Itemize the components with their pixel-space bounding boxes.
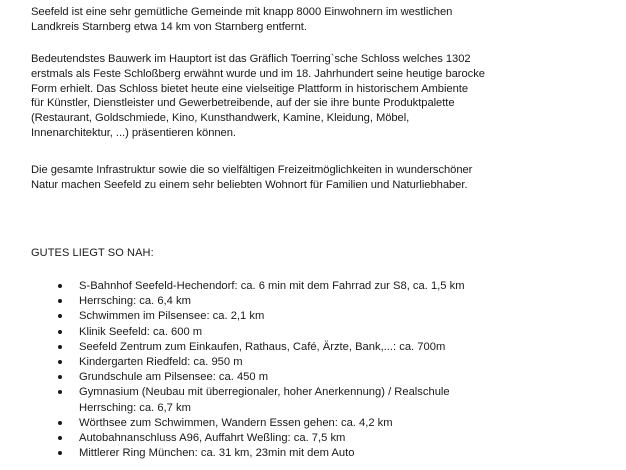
bullet-icon: [58, 284, 62, 288]
list-item-text: Autobahnanschluss A96, Auffahrt Weßling: ca. 7,5 km: [79, 432, 346, 445]
bullet-icon: [58, 360, 62, 364]
list-item-text: S-Bahnhof Seefeld-Hechendorf: ca. 6 min mit dem Fahrrad zur S8, ca. 1,5 km: [79, 280, 465, 292]
list-item: [0, 416, 626, 431]
paragraph-line: Bedeutendstes Bauwerk im Hauptort ist das Gräflich Toerring`sche Schloss welches 1302: [31, 53, 471, 65]
bullet-icon: [58, 345, 62, 349]
bullet-icon: [58, 390, 62, 394]
bullet-icon: [58, 314, 62, 318]
paragraph-line: Innenarchitektur, ...) präsentieren können.: [31, 126, 236, 139]
bullet-icon: [58, 451, 62, 455]
list-item-text: Gymnasium (Neubau mit überregionaler, hoher Anerkennung) / Realschule: [79, 386, 450, 399]
castle-paragraph: [31, 52, 616, 141]
list-item-text: Schwimmen im Pilsensee: ca. 2,1 km: [79, 310, 265, 323]
paragraph-line: Natur machen Seefeld zu einem sehr beliebten Wohnort für Familien und Naturliebhaber.: [31, 178, 468, 191]
section-heading: GUTES LIEGT SO NAH:: [31, 247, 154, 259]
paragraph-line: für Künstler, Dienstleister und Gewerbetreibende, auf der sie ihre bunte Produktpalette: [31, 97, 455, 110]
list-item: [0, 355, 626, 370]
bullet-icon: [58, 375, 62, 379]
list-item-continuation: Herrsching: ca. 6,7 km: [79, 401, 191, 414]
distance-list: [0, 279, 626, 461]
paragraph-line: Seefeld ist eine sehr gemütliche Gemeinde mit knapp 8000 Einwohnern im westlichen: [31, 6, 453, 18]
list-item: [0, 340, 626, 355]
list-item: [0, 431, 626, 446]
bullet-icon: [58, 436, 62, 440]
list-item: [0, 446, 626, 461]
list-item-text: Wörthsee zum Schwimmen, Wandern Essen gehen: ca. 4,2 km: [79, 416, 393, 429]
list-item-text: Klinik Seefeld: ca. 600 m: [79, 325, 203, 338]
list-item: [0, 279, 626, 294]
list-item-text: Grundschule am Pilsensee: ca. 450 m: [79, 371, 269, 384]
paragraph-line: (Restaurant, Goldschmiede, Kino, Kunsthandwerk, Kamine, Kleidung, Möbel,: [31, 112, 410, 125]
paragraph-line: Die gesamte Infrastruktur sowie die so vielfältigen Freizeitmöglichkeiten in wunderschöner: [31, 164, 473, 176]
list-item: [0, 294, 626, 309]
infrastructure-paragraph: [31, 163, 616, 193]
list-item: [0, 385, 626, 415]
list-item-text: Herrsching: ca. 6,4 km: [79, 295, 191, 308]
paragraph-line: Landkreis Starnberg etwa 14 km von Starnberg entfernt.: [31, 20, 307, 33]
bullet-icon: [58, 330, 62, 334]
paragraph-line: erstmals als Feste Schloßberg erwähnt wurde und im 18. Jahrhundert seine heutige barocke: [31, 67, 485, 80]
bullet-icon: [58, 299, 62, 303]
paragraph-line: Form erhielt. Das Schloss bietet heute eine vielseitige Plattform in historischem Ambiente: [31, 82, 468, 95]
list-item-text: Mittlerer Ring München: ca. 31 km, 23min mit dem Auto: [79, 447, 355, 460]
list-item: [0, 325, 626, 340]
list-item: [0, 370, 626, 385]
intro-paragraph: [31, 5, 616, 35]
list-item-text: Seefeld Zentrum zum Einkaufen, Rathaus, Café, Ärzte, Bank,...: ca. 700m: [79, 340, 446, 353]
bullet-icon: [58, 421, 62, 425]
list-item-text: Kindergarten Riedfeld: ca. 950 m: [79, 356, 243, 369]
list-item: [0, 309, 626, 324]
